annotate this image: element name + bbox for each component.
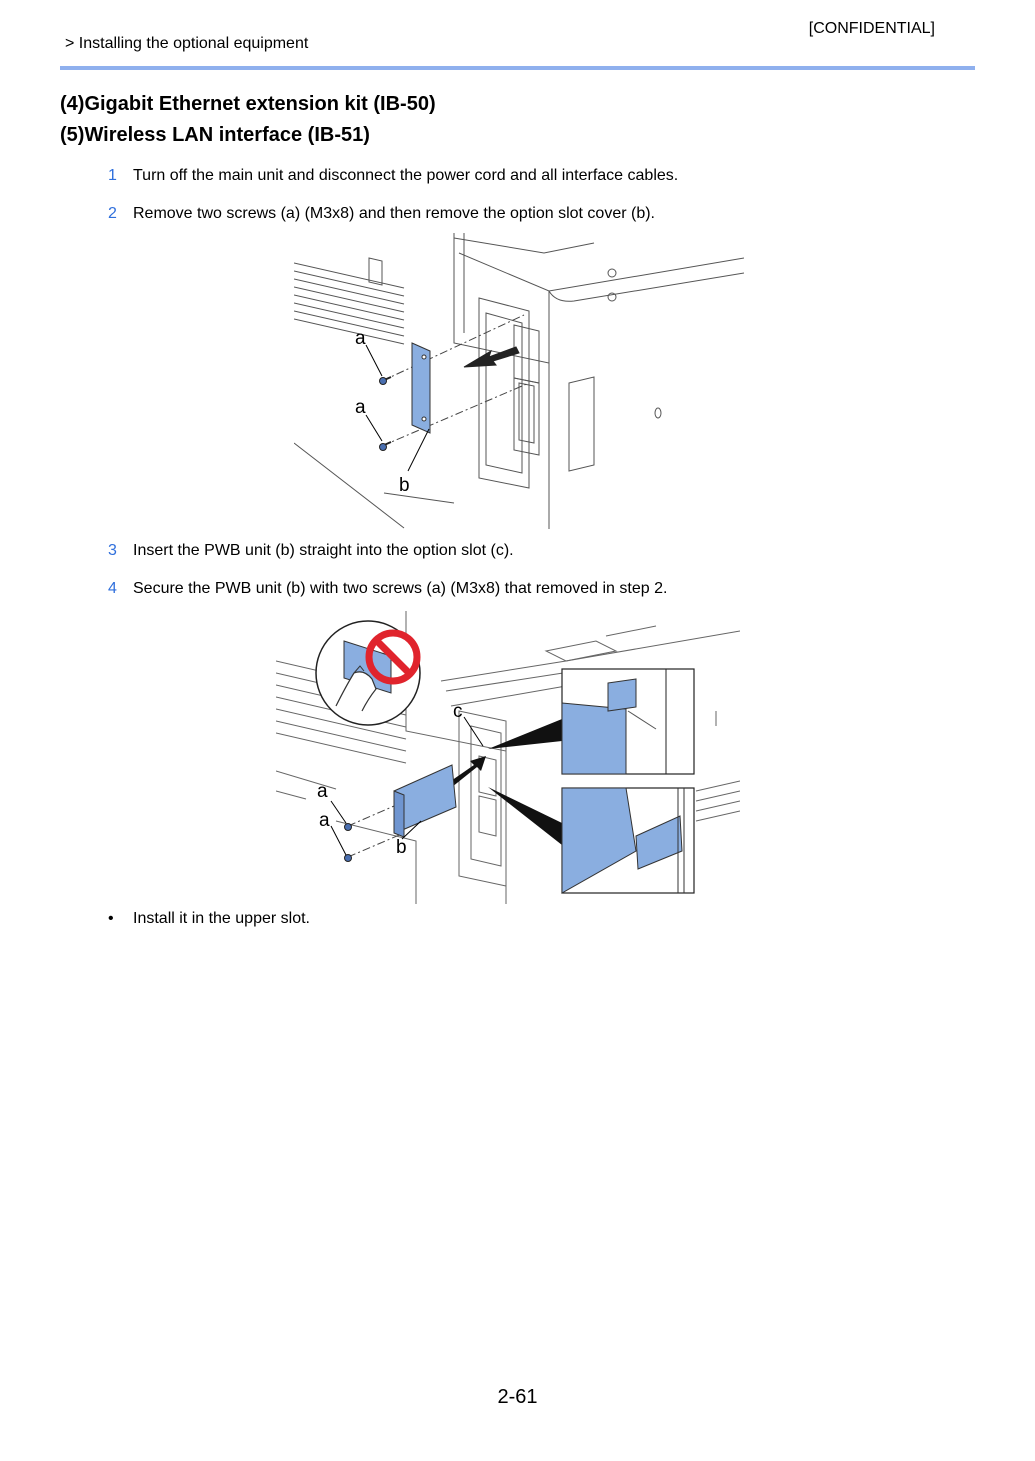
figure-remove-slot-cover	[294, 233, 744, 529]
note-bullet: •	[108, 910, 114, 927]
step-3	[108, 542, 514, 560]
step-text: Secure the PWB unit (b) with two screws (a) (M3x8) that removed in step 2.	[133, 580, 668, 597]
step-4	[108, 580, 667, 598]
label-screw-a-upper: a	[355, 328, 366, 349]
label-screw-a-lower: a	[319, 810, 330, 831]
confidential-label: [CONFIDENTIAL]	[808, 20, 935, 37]
section-heading-ib50: (4)Gigabit Ethernet extension kit (IB-50)	[60, 93, 436, 115]
step-text: Insert the PWB unit (b) straight into the option slot (c).	[133, 542, 514, 559]
step-2	[108, 205, 655, 223]
step-number: 3	[108, 542, 117, 559]
page-number: 2-61	[497, 1386, 538, 1408]
step-1	[108, 167, 678, 185]
section-heading-ib51: (5)Wireless LAN interface (IB-51)	[60, 124, 370, 146]
note-install-upper-slot	[108, 910, 310, 928]
label-cover-b: b	[399, 475, 410, 496]
figure-insert-pwb-unit	[276, 611, 740, 904]
step-number: 1	[108, 167, 117, 184]
label-pwb-b: b	[396, 837, 407, 858]
note-text: Install it in the upper slot.	[133, 910, 310, 927]
step-number: 2	[108, 205, 117, 222]
step-text: Remove two screws (a) (M3x8) and then remove the option slot cover (b).	[133, 205, 655, 222]
header-rule	[60, 66, 975, 70]
breadcrumb: > Installing the optional equipment	[65, 35, 309, 52]
step-number: 4	[108, 580, 117, 597]
label-screw-a-upper: a	[317, 781, 328, 802]
label-slot-c: c	[453, 701, 463, 722]
step-text: Turn off the main unit and disconnect the power cord and all interface cables.	[133, 167, 679, 184]
label-screw-a-lower: a	[355, 397, 366, 418]
